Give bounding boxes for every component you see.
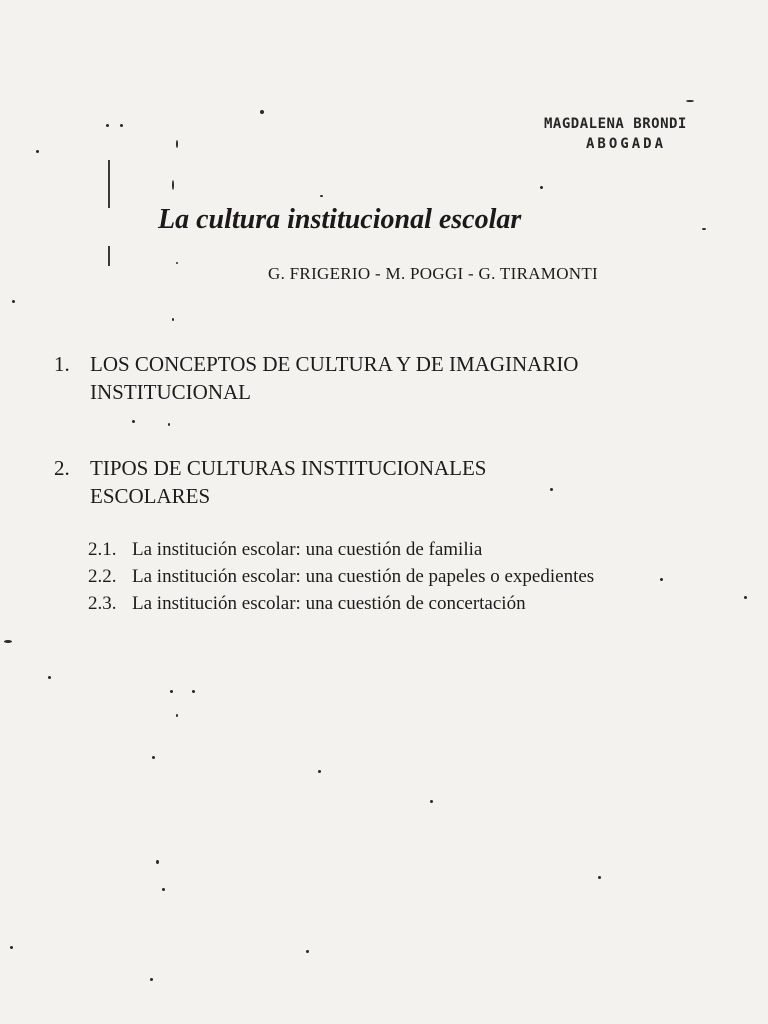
scan-speck [12, 300, 15, 303]
subsection-number: 2.1. [88, 539, 117, 560]
scan-speck [172, 318, 174, 321]
scan-speck [106, 124, 109, 127]
scan-speck [702, 228, 706, 230]
section-number: 1. [54, 352, 70, 376]
scan-speck [176, 262, 178, 264]
scan-speck [320, 195, 323, 197]
scan-speck [306, 950, 309, 953]
section-number: 2. [54, 456, 70, 480]
section-title: LOS CONCEPTOS DE CULTURA Y DE IMAGINARIO INSTITUCIONAL [90, 352, 579, 404]
scan-speck [172, 180, 174, 190]
scan-speck [4, 640, 12, 643]
scan-speck [192, 690, 195, 693]
subsection-text: La institución escolar: una cuestión de concertación [132, 593, 526, 614]
scan-speck [48, 676, 51, 679]
scan-margin-mark [108, 160, 110, 208]
scan-speck [318, 770, 321, 773]
scan-speck [744, 596, 747, 599]
lawyer-stamp [544, 114, 744, 154]
stamp-name: MAGDALENA BRONDI [544, 116, 687, 132]
scan-speck [540, 186, 543, 189]
scan-speck [36, 150, 39, 153]
scan-speck [156, 860, 159, 864]
stamp-profession: ABOGADA [586, 136, 667, 152]
document-title: La cultura institucional escolar [158, 204, 522, 235]
scan-speck [170, 690, 173, 693]
scan-speck [260, 110, 264, 114]
scan-speck [150, 978, 153, 981]
scan-speck [132, 420, 135, 423]
scan-speck [152, 756, 155, 759]
subsection-2-1 [88, 536, 668, 563]
subsection-list [88, 536, 668, 617]
subsection-text: La institución escolar: una cuestión de familia [132, 539, 483, 560]
scan-margin-mark [108, 246, 110, 266]
subsection-2-2 [88, 563, 602, 590]
subsection-number: 2.3. [88, 593, 117, 614]
subsection-number: 2.2. [88, 566, 117, 587]
subsection-2-3 [88, 590, 532, 617]
section-title: TIPOS DE CULTURAS INSTITUCIONALES ESCOLARES [90, 456, 487, 508]
scan-speck [168, 423, 170, 426]
scan-speck [686, 100, 694, 102]
scan-speck [176, 140, 178, 148]
scan-speck [162, 888, 165, 891]
scan-speck [176, 714, 178, 717]
scan-speck [120, 124, 123, 127]
scan-speck [598, 876, 601, 879]
subsection-text: La institución escolar: una cuestión de papeles o expedientes [132, 566, 595, 587]
document-authors: G. FRIGERIO - M. POGGI - G. TIRAMONTI [268, 264, 598, 283]
scan-speck [430, 800, 433, 803]
scan-speck [10, 946, 13, 949]
